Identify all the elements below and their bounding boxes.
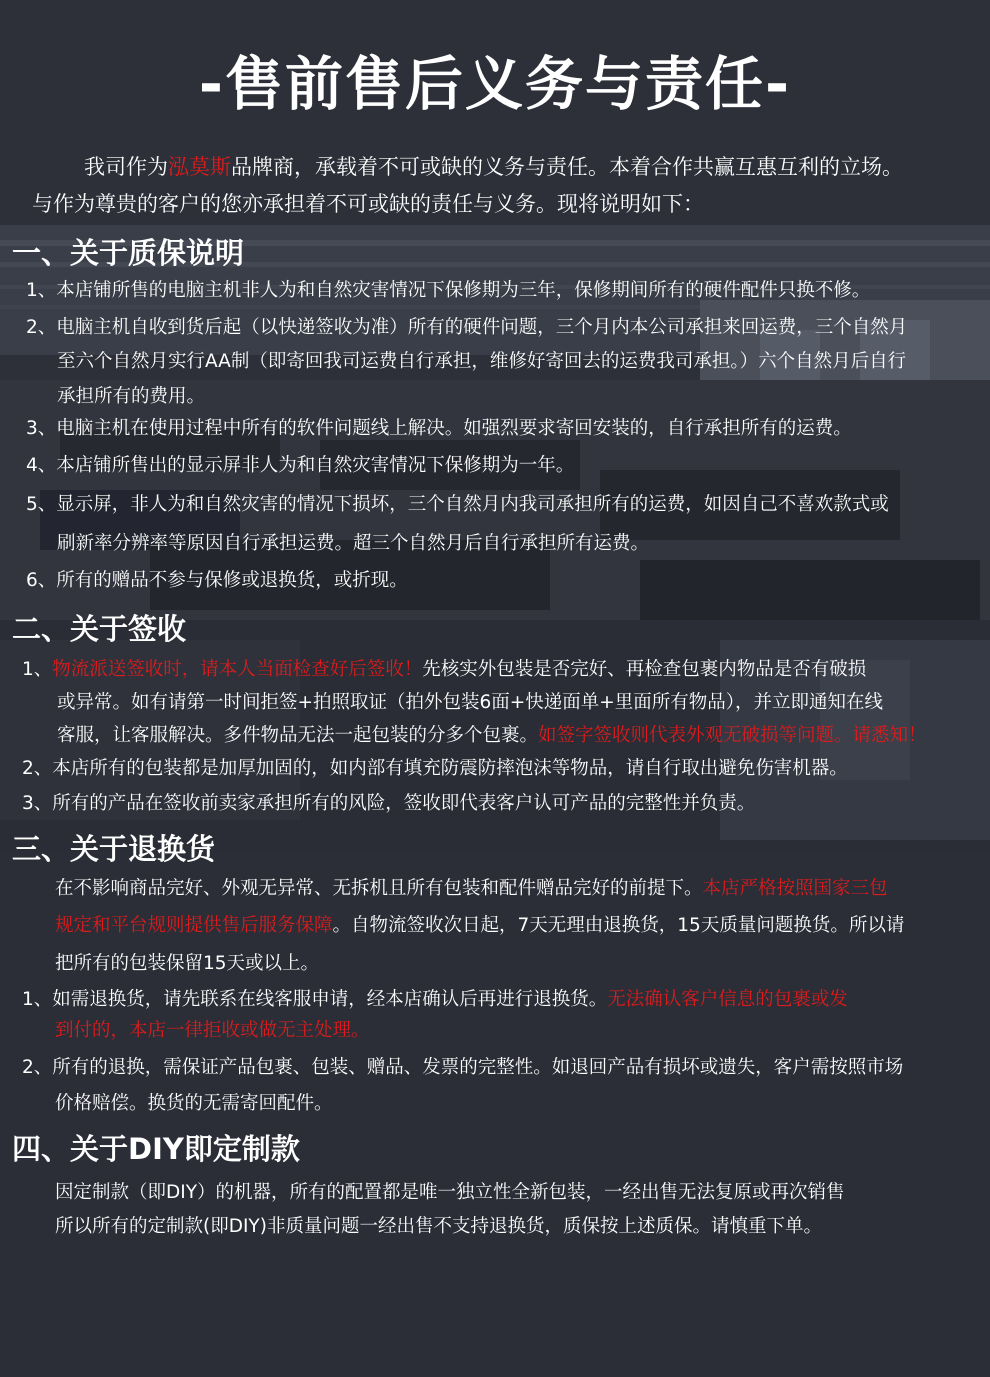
section-heading-diy: 四、关于DIY即定制款 — [12, 1132, 300, 1166]
returns-intro-line-3: 把所有的包装保留15天或以上。 — [55, 953, 320, 974]
signing-item-1-line-2: 或异常。如有请第一时间拒签+拍照取证（拍外包装6面+快递面单+里面所有物品），并立即通知在线 — [57, 692, 884, 713]
brand-name: 泓莫斯 — [168, 155, 231, 179]
signing-item-1-number: 1、 — [22, 659, 53, 680]
returns-item-1-line-1 — [22, 986, 848, 1014]
returns-intro-text-2: 。自物流签收次日起，7天无理由退换货，15天质量问题换货。所以请 — [332, 915, 905, 936]
returns-policy-red-1: 本店严格按照国家三包 — [702, 878, 888, 899]
signing-item-1-line-3 — [57, 722, 927, 750]
intro-line-1 — [84, 152, 903, 182]
warranty-item-6: 6、所有的赠品不参与保修或退换货，或折现。 — [26, 570, 408, 591]
returns-intro-text: 在不影响商品完好、外观无异常、无拆机且所有包装和配件赠品完好的前提下。 — [55, 878, 703, 899]
section-heading-signing: 二、关于签收 — [12, 612, 187, 646]
intro-line-1-end: 品牌商，承载着不可或缺的义务与责任。本着合作共赢互惠互利的立场。 — [231, 155, 903, 179]
warranty-item-4: 4、本店铺所售出的显示屏非人为和自然灾害情况下保修期为一年。 — [26, 455, 575, 476]
diy-line-1: 因定制款（即DIY）的机器，所有的配置都是唯一独立性全新包装，一经出售无法复原或再次销售 — [55, 1182, 845, 1203]
intro-line-1-start: 我司作为 — [84, 155, 168, 179]
returns-item-2-line-1: 2、所有的退换，需保证产品包裹、包装、赠品、发票的完整性。如退回产品有损坏或遗失，客户需按照市场 — [22, 1057, 904, 1078]
page-title: -售前售后义务与责任- — [198, 50, 792, 118]
warranty-item-1: 1、本店铺所售的电脑主机非人为和自然灾害情况下保修期为三年，保修期间所有的硬件配件只换不修。 — [26, 280, 871, 301]
signing-warning-red: 物流派送签收时，请本人当面检查好后签收！ — [52, 659, 423, 680]
returns-warning-red-2: 到付的，本店一律拒收或做无主处理。 — [55, 1020, 370, 1041]
signing-item-1-line-3-text: 客服，让客服解决。多件物品无法一起包装的分多个包裹。 — [57, 725, 539, 746]
returns-policy-red-2: 规定和平台规则提供售后服务保障 — [55, 915, 333, 936]
warranty-item-2-line-2: 至六个自然月实行AA制（即寄回我司运费自行承担，维修好寄回去的运费我司承担。）六个自然月后自行 — [57, 351, 907, 372]
signing-item-1-rest: 先核实外包装是否完好、再检查包裹内物品是否有破损 — [422, 659, 867, 680]
warranty-item-3: 3、电脑主机在使用过程中所有的软件问题线上解决。如强烈要求寄回安装的，自行承担所有的运费。 — [26, 418, 852, 439]
signing-notice-red: 如签字签收则代表外观无破损等问题。请悉知！ — [538, 725, 927, 746]
warranty-item-2-line-3: 承担所有的费用。 — [57, 386, 206, 407]
returns-item-1-text: 1、如需退换货，请先联系在线客服申请，经本店确认后再进行退换货。 — [22, 989, 608, 1010]
returns-warning-red-1: 无法确认客户信息的包裹或发 — [607, 989, 848, 1010]
signing-item-3: 3、所有的产品在签收前卖家承担所有的风险，签收即代表客户认可产品的完整性并负责。 — [22, 793, 756, 814]
returns-item-2-line-2: 价格赔偿。换货的无需寄回配件。 — [55, 1093, 333, 1114]
signing-item-2: 2、本店所有的包装都是加厚加固的，如内部有填充防震防摔泡沫等物品，请自行取出避免伤害机器。 — [22, 758, 848, 779]
section-heading-returns: 三、关于退换货 — [12, 832, 216, 866]
intro-line-2: 与作为尊贵的客户的您亦承担着不可或缺的责任与义务。现将说明如下： — [32, 192, 704, 216]
warranty-item-2-line-1: 2、电脑主机自收到货后起（以快递签收为准）所有的硬件问题，三个月内本公司承担来回运费，三个自然月 — [26, 317, 908, 338]
diy-line-2: 所以所有的定制款(即DIY)非质量问题一经出售不支持退换货，质保按上述质保。请慎重下单。 — [55, 1216, 822, 1237]
returns-intro-line-1 — [55, 875, 888, 903]
warranty-item-5-line-1: 5、显示屏，非人为和自然灾害的情况下损坏，三个自然月内我司承担所有的运费，如因自己不喜欢款式或 — [26, 494, 889, 515]
returns-intro-line-2 — [55, 912, 904, 940]
warranty-item-5-line-2: 刷新率分辨率等原因自行承担运费。超三个自然月后自行承担所有运费。 — [57, 533, 650, 554]
signing-item-1-line-1 — [22, 656, 866, 684]
section-heading-warranty: 一、关于质保说明 — [12, 236, 245, 270]
